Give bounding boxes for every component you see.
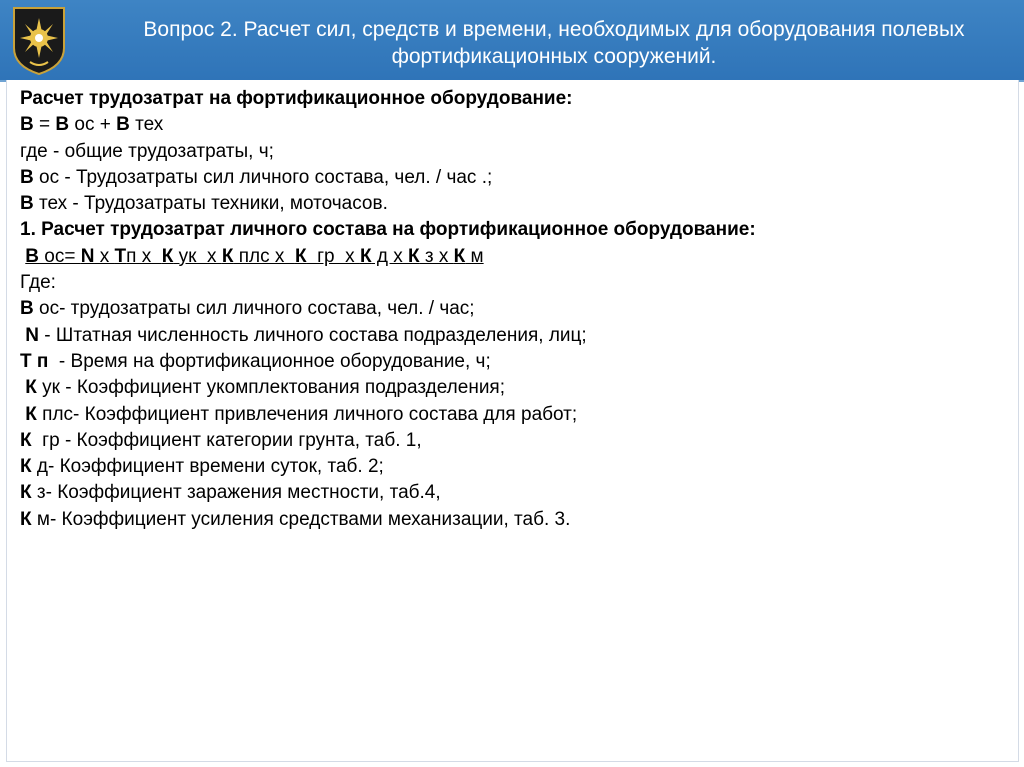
text-segment: В bbox=[116, 114, 130, 136]
text-segment: В bbox=[20, 298, 34, 320]
body-line bbox=[20, 349, 1010, 375]
text-segment: гр - Коэффициент категории грунта, таб. 1, bbox=[31, 429, 422, 451]
text-segment: ос= bbox=[39, 245, 81, 267]
text-segment: гр х bbox=[306, 245, 360, 267]
text-segment: - Штатная численность личного состава подразделения, лиц; bbox=[39, 324, 587, 346]
body-line bbox=[20, 217, 1010, 243]
text-segment: N bbox=[25, 324, 40, 346]
text-segment: N bbox=[80, 245, 95, 267]
body-line bbox=[20, 270, 1010, 296]
body-line bbox=[20, 480, 1010, 506]
text-segment: д- Коэффициент времени суток, таб. 2; bbox=[31, 456, 384, 478]
body-line bbox=[20, 507, 1010, 533]
slide-header bbox=[0, 0, 1024, 82]
text-segment: В bbox=[25, 245, 40, 267]
text-segment: К bbox=[25, 377, 37, 399]
text-segment: К bbox=[161, 245, 174, 267]
text-segment: К bbox=[453, 245, 466, 267]
text-segment: Т п bbox=[20, 350, 49, 372]
body-line bbox=[20, 191, 1010, 217]
body-line bbox=[20, 139, 1010, 165]
text-segment: п х bbox=[126, 245, 162, 267]
text-segment: В bbox=[20, 193, 34, 215]
military-emblem-icon bbox=[8, 4, 70, 76]
text-segment: тех - Трудозатраты техники, моточасов. bbox=[33, 193, 388, 215]
slide-title bbox=[96, 16, 1012, 70]
body-line bbox=[20, 112, 1010, 138]
text-segment: К bbox=[20, 429, 32, 451]
text-segment: 1. Расчет трудозатрат личного состава на фортификационное оборудование: bbox=[20, 219, 756, 241]
text-segment: Где: bbox=[20, 272, 56, 294]
text-segment: ос + bbox=[69, 114, 117, 136]
text-segment: Т bbox=[114, 245, 127, 267]
slide-title-line-1: Вопрос 2. Расчет сил, средств и времени, необходимых для оборудования полевых bbox=[143, 18, 965, 41]
text-segment: ос- трудозатраты сил личного состава, чел. / час; bbox=[33, 298, 475, 320]
body-line bbox=[20, 323, 1010, 349]
body-line bbox=[20, 375, 1010, 401]
text-segment: К bbox=[20, 508, 32, 530]
text-segment: К bbox=[408, 245, 420, 267]
text-segment: - Время на фортификационное оборудование, ч; bbox=[48, 350, 491, 372]
slide-title-line-2: фортификационных сооружений. bbox=[391, 45, 717, 68]
text-segment: плс- Коэффициент привлечения личного состава для работ; bbox=[36, 403, 578, 425]
body-line bbox=[20, 165, 1010, 191]
text-segment: К bbox=[25, 403, 37, 425]
text-segment: Расчет трудозатрат на фортификационное оборудование: bbox=[20, 88, 573, 109]
text-segment: ук - Коэффициент укомплектования подразделения; bbox=[36, 377, 505, 399]
body-line bbox=[20, 402, 1010, 428]
text-segment: х bbox=[94, 245, 115, 267]
text-segment: = bbox=[33, 114, 56, 136]
text-segment: ос - Трудозатраты сил личного состава, чел. / час .; bbox=[33, 166, 493, 188]
text-segment: К bbox=[359, 245, 372, 267]
body-line bbox=[20, 454, 1010, 480]
text-segment: ук х bbox=[173, 245, 222, 267]
text-segment: з х bbox=[419, 245, 454, 267]
slide-body-text bbox=[20, 86, 1010, 533]
text-segment: з- Коэффициент заражения местности, таб.4, bbox=[31, 482, 441, 504]
body-line bbox=[20, 296, 1010, 322]
text-segment: В bbox=[55, 114, 70, 136]
text-segment: д х bbox=[371, 245, 408, 267]
body-line bbox=[20, 86, 1010, 112]
body-line bbox=[20, 244, 1010, 270]
text-segment: В bbox=[20, 166, 34, 188]
text-segment: тех bbox=[129, 114, 164, 136]
text-segment: м- Коэффициент усиления средствами механизации, таб. 3. bbox=[31, 508, 571, 530]
text-segment: К bbox=[20, 456, 32, 478]
text-segment: где - общие трудозатраты, ч; bbox=[20, 140, 274, 162]
body-line bbox=[20, 428, 1010, 454]
text-segment: К bbox=[294, 245, 307, 267]
text-segment: К bbox=[221, 245, 234, 267]
text-segment: К bbox=[20, 482, 32, 504]
text-segment: плс х bbox=[233, 245, 295, 267]
text-segment: м bbox=[465, 245, 484, 267]
text-segment: В bbox=[20, 114, 34, 136]
